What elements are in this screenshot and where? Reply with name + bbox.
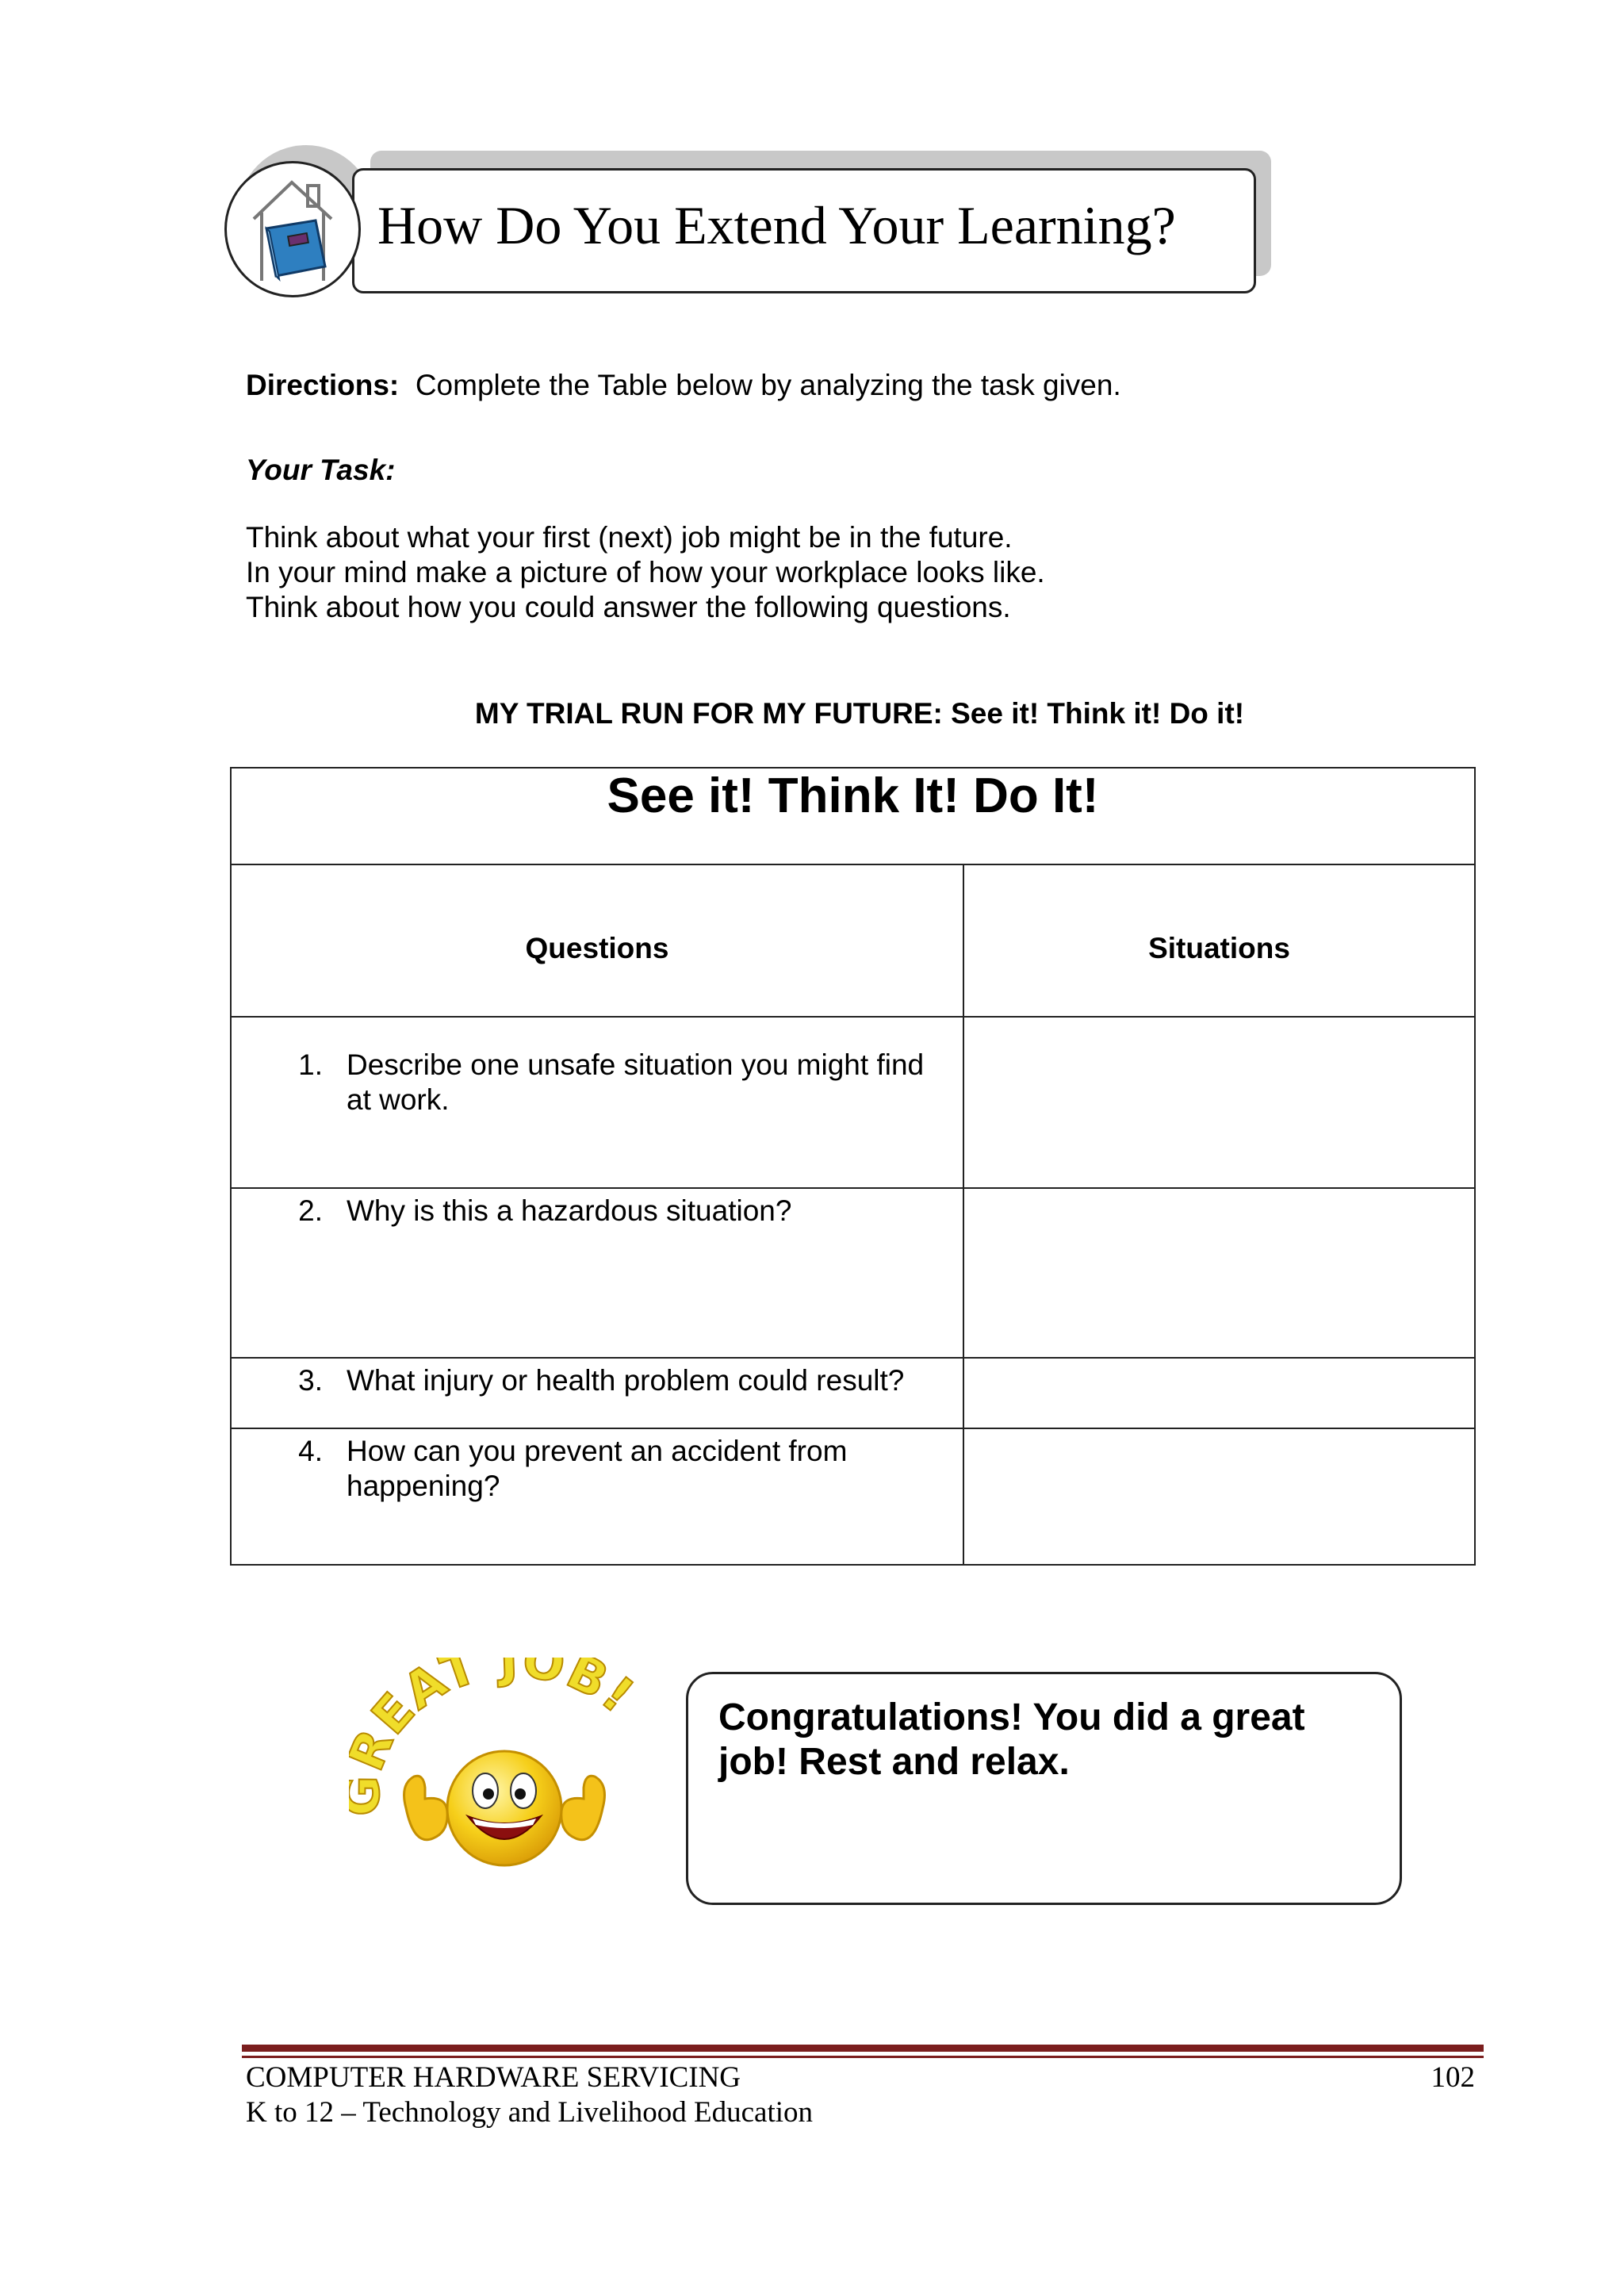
congrats-message: Congratulations! You did a great job! Rest and relax. (718, 1696, 1305, 1783)
task-line: Think about what your first (next) job might be in the future. (246, 521, 1013, 554)
question-text: What injury or health problem could result? (347, 1364, 905, 1397)
task-lines (246, 520, 1045, 625)
great-job-text: EAT JOB! (360, 1658, 646, 1746)
task-line: Think about how you could answer the following questions. (246, 591, 1011, 623)
table-row (231, 1188, 1475, 1358)
smiley-thumbs-up-icon (447, 1751, 561, 1865)
situation-answer-cell[interactable] (963, 1017, 1475, 1188)
question-text: How can you prevent an accident from happening? (347, 1435, 848, 1502)
table-row (231, 1017, 1475, 1188)
question-cell (231, 1017, 963, 1188)
task-label: Your Task: (246, 454, 396, 486)
question-cell (231, 1358, 963, 1428)
question-text: Describe one unsafe situation you might find at work. (347, 1048, 925, 1116)
table-row (231, 1428, 1475, 1565)
situation-answer-cell[interactable] (963, 1428, 1475, 1565)
table-row (231, 1358, 1475, 1428)
question-number: 2. (298, 1194, 323, 1227)
footer-rule (242, 2045, 1484, 2052)
question-number: 4. (298, 1435, 323, 1467)
task-line: In your mind make a picture of how your workplace looks like. (246, 556, 1045, 588)
question-cell (231, 1188, 963, 1358)
page-number: 102 (1431, 2061, 1475, 2094)
worksheet-table (230, 767, 1476, 1566)
situation-answer-cell[interactable] (963, 1358, 1475, 1428)
page-title: How Do You Extend Your Learning? (377, 195, 1176, 255)
sub-heading: MY TRIAL RUN FOR MY FUTURE: See it! Think it! Do it! (474, 697, 1245, 730)
directions-text: Complete the Table below by analyzing the task given. (415, 369, 1121, 401)
question-text: Why is this a hazardous situation? (347, 1194, 792, 1227)
footer-curriculum: K to 12 – Technology and Livelihood Education (246, 2096, 814, 2129)
footer-subject: COMPUTER HARDWARE SERVICING (246, 2061, 741, 2094)
footer-rule-thin (242, 2056, 1484, 2058)
great-job-graphic (349, 1658, 666, 1876)
table-caption: See it! Think It! Do It! (231, 768, 1475, 864)
column-header-questions: Questions (231, 864, 963, 1017)
column-header-situations: Situations (963, 864, 1475, 1017)
directions (246, 368, 1121, 403)
question-number: 3. (298, 1364, 323, 1397)
directions-label: Directions: (246, 369, 400, 401)
question-number: 1. (298, 1048, 323, 1081)
house-book-icon (224, 161, 361, 297)
situation-answer-cell[interactable] (963, 1188, 1475, 1358)
question-cell (231, 1428, 963, 1565)
